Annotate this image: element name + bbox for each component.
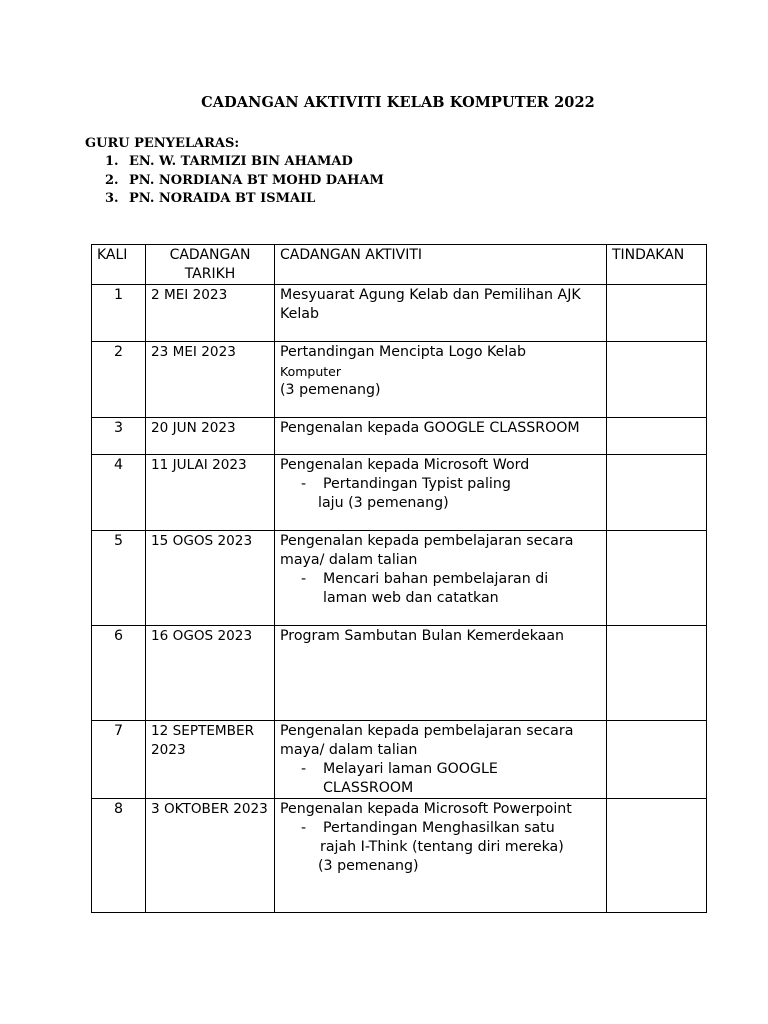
- activity-text: Pertandingan Mencipta Logo Kelab: [280, 344, 526, 360]
- cell-tindakan: [607, 799, 707, 913]
- list-item: [105, 172, 384, 191]
- coordinators-list: [105, 153, 384, 209]
- sub-activity-continuation: (3 pemenang): [318, 858, 419, 874]
- table-row: [92, 531, 707, 626]
- cell-date: 15 OGOS 2023: [146, 531, 275, 626]
- cell-kali: 2: [92, 342, 146, 418]
- cell-activity: [275, 342, 607, 418]
- cell-tindakan: [607, 342, 707, 418]
- cell-activity: [275, 721, 607, 799]
- header-tarikh-line2: TARIKH: [184, 266, 236, 282]
- activity-text: Pengenalan kepada pembelajaran secara maya/ dalam talian: [280, 533, 574, 568]
- sub-activity-list: [280, 570, 601, 589]
- header-tarikh-line1: CADANGAN: [169, 247, 251, 263]
- table-row: [92, 418, 707, 455]
- sub-activity-item: - Pertandingan Typist paling: [280, 475, 601, 494]
- cell-activity: [275, 799, 607, 913]
- cell-tindakan: [607, 285, 707, 342]
- table-row: [92, 285, 707, 342]
- header-kali: KALI: [92, 245, 146, 285]
- list-number: 1.: [105, 154, 119, 169]
- cell-date: 12 SEPTEMBER 2023: [146, 721, 275, 799]
- cell-tindakan: [607, 418, 707, 455]
- activity-table: [91, 244, 707, 913]
- cell-date: 16 OGOS 2023: [146, 626, 275, 721]
- cell-date: 20 JUN 2023: [146, 418, 275, 455]
- coordinator-name: PN. NORDIANA BT MOHD DAHAM: [129, 172, 384, 188]
- cell-tindakan: [607, 531, 707, 626]
- sub-activity-list: [280, 760, 601, 779]
- cell-kali: 3: [92, 418, 146, 455]
- cell-tindakan: [607, 721, 707, 799]
- cell-activity: [275, 455, 607, 531]
- activity-note: (3 pemenang): [280, 382, 381, 398]
- table-row: [92, 799, 707, 913]
- document-title: CADANGAN AKTIVITI KELAB KOMPUTER 2022: [201, 94, 595, 111]
- table-header-row: [92, 245, 707, 285]
- cell-activity: Mesyuarat Agung Kelab dan Pemilihan AJK Kelab: [275, 285, 607, 342]
- sub-activity-item: - Mencari bahan pembelajaran di: [280, 570, 601, 589]
- table-row: [92, 721, 707, 799]
- list-item: [105, 190, 384, 209]
- cell-activity: Pengenalan kepada GOOGLE CLASSROOM: [275, 418, 607, 455]
- cell-kali: 1: [92, 285, 146, 342]
- cell-date: 2 MEI 2023: [146, 285, 275, 342]
- cell-tindakan: [607, 626, 707, 721]
- list-number: 2.: [105, 172, 119, 188]
- header-aktiviti: CADANGAN AKTIVITI: [275, 245, 607, 285]
- sub-activity-item: - Melayari laman GOOGLE: [280, 760, 601, 779]
- coordinator-name: PN. NORAIDA BT ISMAIL: [129, 191, 316, 206]
- cell-kali: 8: [92, 799, 146, 913]
- cell-kali: 6: [92, 626, 146, 721]
- activity-text: Pengenalan kepada pembelajaran secara maya/ dalam talian: [280, 723, 574, 758]
- header-tarikh: [146, 245, 275, 285]
- header-tindakan: TINDAKAN: [607, 245, 707, 285]
- table-row: [92, 626, 707, 721]
- sub-activity-continuation: laman web dan catatkan: [323, 590, 499, 606]
- cell-date: 3 OKTOBER 2023: [146, 799, 275, 913]
- cell-kali: 4: [92, 455, 146, 531]
- cell-date: 11 JULAI 2023: [146, 455, 275, 531]
- cell-kali: 7: [92, 721, 146, 799]
- cell-activity: [275, 531, 607, 626]
- activity-text: Pengenalan kepada Microsoft Word: [280, 457, 530, 473]
- sub-activity-item: - Pertandingan Menghasilkan satu: [280, 819, 601, 838]
- sub-activity-continuation: laju (3 pemenang): [318, 495, 449, 511]
- list-item: [105, 153, 384, 172]
- coordinator-name: EN. W. TARMIZI BIN AHAMAD: [129, 154, 353, 169]
- cell-tindakan: [607, 455, 707, 531]
- table-row: [92, 342, 707, 418]
- sub-activity-continuation: CLASSROOM: [323, 780, 414, 796]
- cell-kali: 5: [92, 531, 146, 626]
- sub-activity-list: [280, 475, 601, 494]
- coordinators-label: GURU PENYELARAS:: [85, 136, 240, 151]
- table-row: [92, 455, 707, 531]
- sub-activity-continuation: rajah I-Think (tentang diri mereka): [320, 839, 564, 855]
- cell-date: 23 MEI 2023: [146, 342, 275, 418]
- sub-activity-list: [280, 819, 601, 838]
- cell-activity: Program Sambutan Bulan Kemerdekaan: [275, 626, 607, 721]
- list-number: 3.: [105, 191, 119, 206]
- activity-text: Pengenalan kepada Microsoft Powerpoint: [280, 801, 572, 817]
- activity-text-small: Komputer: [280, 364, 341, 379]
